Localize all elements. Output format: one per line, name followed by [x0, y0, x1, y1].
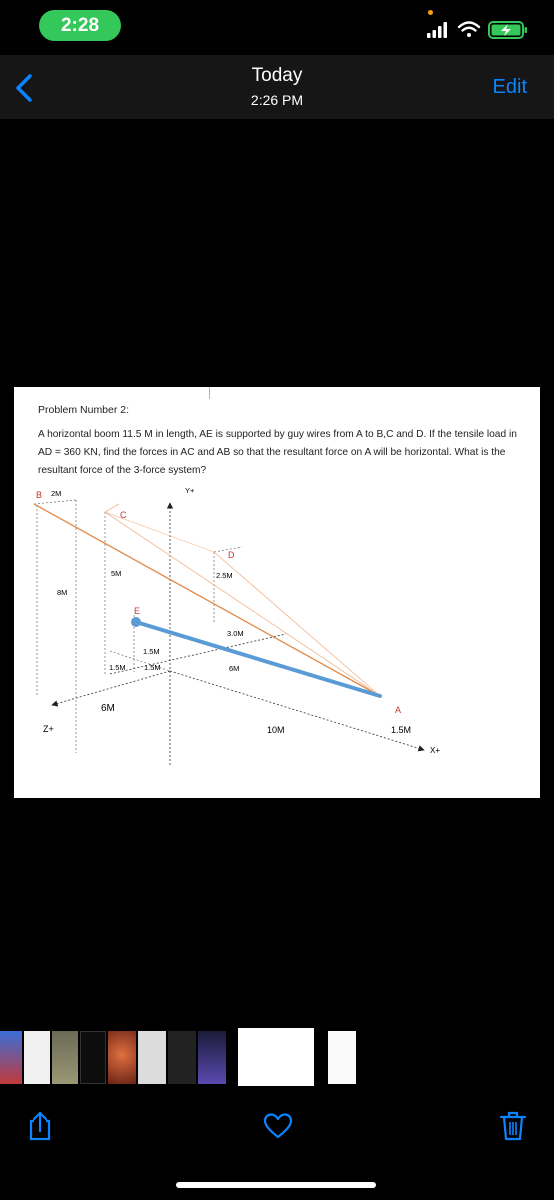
trash-icon[interactable] — [498, 1110, 528, 1142]
heart-icon[interactable] — [262, 1110, 294, 1142]
wire-bc — [105, 504, 119, 512]
status-time[interactable]: 2:28 — [39, 10, 121, 41]
thumbnail-selected[interactable] — [238, 1028, 314, 1086]
label-x-axis: X+ — [430, 746, 441, 755]
thumbnail[interactable] — [168, 1031, 196, 1084]
label-point-d: D — [228, 550, 235, 560]
thumbnail[interactable] — [0, 1031, 22, 1084]
x-axis — [170, 671, 424, 750]
thumbnail[interactable] — [24, 1031, 50, 1084]
label-10m: 10M — [267, 725, 285, 735]
label-3-0m: 3.0M — [227, 629, 244, 638]
cellular-signal-icon — [427, 22, 447, 38]
privacy-indicator-dot — [428, 10, 433, 15]
label-6m-center: 6M — [229, 664, 240, 673]
share-icon[interactable] — [25, 1110, 55, 1142]
label-1-5m-lower: 1.5M — [144, 663, 161, 672]
photo-document[interactable] — [14, 387, 540, 798]
point-e-dot — [131, 617, 141, 627]
nav-subtitle: 2:26 PM — [250, 92, 304, 108]
status-bar — [0, 0, 554, 50]
wifi-icon — [459, 23, 479, 38]
thumbnail[interactable] — [198, 1031, 226, 1084]
force-diagram — [14, 387, 540, 798]
label-point-a: A — [395, 705, 402, 715]
nav-bar — [0, 55, 554, 119]
label-5m: 5M — [111, 569, 122, 578]
edit-button[interactable]: Edit — [492, 76, 527, 98]
label-y-axis: Y+ — [185, 486, 195, 495]
label-1-5m-left: 1.5M — [109, 663, 126, 672]
bottom-toolbar — [0, 1098, 554, 1158]
thumbnail-strip[interactable] — [0, 1025, 554, 1090]
wire-ab — [34, 504, 380, 696]
problem-statement: A horizontal boom 11.5 M in length, AE is supported by guy wires from A to B,C and D. If the tensile load in AD = 360 KN, find the forces in AC and AB so that the resultant force on A will be horizontal. What is the resultant force of the 3-force system? — [38, 429, 517, 476]
label-2-5m: 2.5M — [216, 571, 233, 580]
wire-ad — [214, 552, 380, 696]
label-2m: 2M — [51, 489, 62, 498]
label-z-axis: Z+ — [43, 724, 54, 734]
label-point-c: C — [120, 510, 127, 520]
problem-heading: Problem Number 2: — [38, 404, 130, 416]
nav-title: Today — [251, 65, 303, 86]
label-1-5m-right: 1.5M — [391, 725, 412, 735]
thumbnail[interactable] — [80, 1031, 106, 1084]
thumbnail[interactable] — [138, 1031, 166, 1084]
label-6m-left: 6M — [101, 703, 115, 714]
home-indicator[interactable] — [176, 1182, 376, 1188]
thumbnail[interactable] — [328, 1031, 356, 1084]
boom-ae — [136, 622, 380, 696]
label-point-b: B — [36, 490, 43, 500]
label-1-5m-upper: 1.5M — [143, 647, 160, 656]
battery-charging-icon — [489, 22, 527, 38]
z-axis — [52, 671, 170, 705]
label-8m: 8M — [57, 588, 68, 597]
thumbnail[interactable] — [52, 1031, 78, 1084]
status-icons — [425, 18, 535, 42]
label-point-e: E — [134, 606, 141, 616]
thumbnail[interactable] — [108, 1031, 136, 1084]
